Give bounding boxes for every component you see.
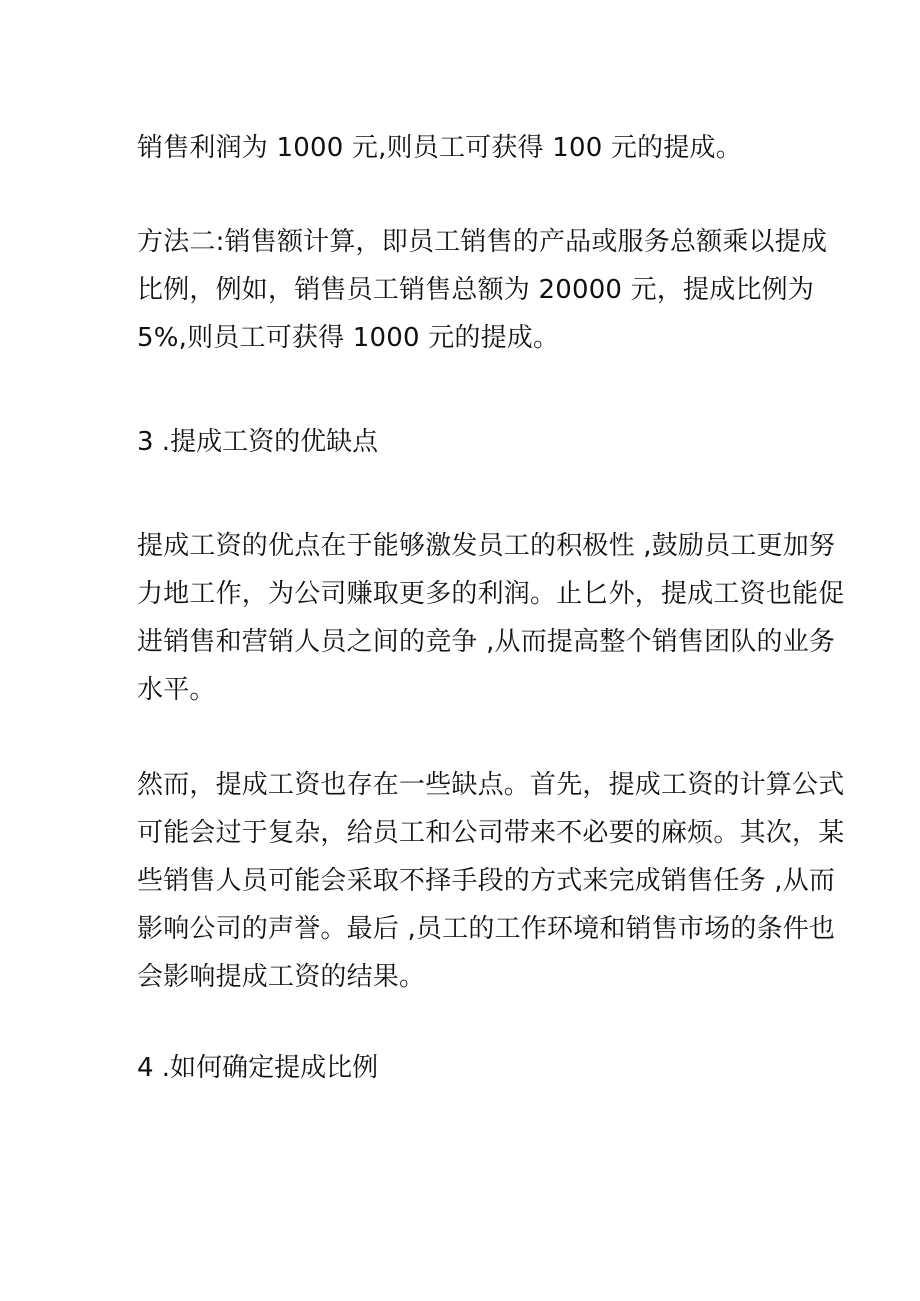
paragraph-disadvantages [137, 761, 845, 1001]
paragraph-method-two [137, 218, 828, 362]
text-line: 然而，提成工资也存在一些缺点。首先，提成工资的计算公式 [137, 770, 845, 800]
text-line: 销售利润为 1000 元,则员工可获得 100 元的提成。 [137, 133, 742, 163]
text-line: 比例，例如，销售员工销售总额为 20000 元，提成比例为 [137, 275, 815, 305]
paragraph-advantages [137, 522, 845, 714]
text-line: 些销售人员可能会采取不择手段的方式来完成销售任务 ,从而 [137, 866, 836, 896]
section-heading-4: 4 .如何确定提成比例 [137, 1053, 379, 1083]
paragraph-sales-profit-example [137, 124, 797, 172]
text-line: 进销售和营销人员之间的竞争 ,从而提高整个销售团队的业务 [137, 627, 836, 657]
text-line: 5%,则员工可获得 1000 元的提成。 [137, 323, 560, 353]
text-line: 方法二:销售额计算，即员工销售的产品或服务总额乘以提成 [137, 227, 828, 257]
section-heading-3: 3 .提成工资的优缺点 [137, 427, 379, 457]
text-line: 可能会过于复杂，给员工和公司带来不必要的麻烦。其次，某 [137, 818, 845, 848]
text-line: 影响公司的声誉。最后 ,员工的工作环境和销售市场的条件也 [137, 914, 836, 944]
text-line: 水平。 [137, 675, 216, 705]
text-line: 力地工作，为公司赚取更多的利润。止匕外，提成工资也能促 [137, 579, 845, 609]
text-line: 会影响提成工资的结果。 [137, 962, 426, 992]
text-line: 提成工资的优点在于能够激发员工的积极性 ,鼓励员工更加努 [137, 531, 836, 561]
